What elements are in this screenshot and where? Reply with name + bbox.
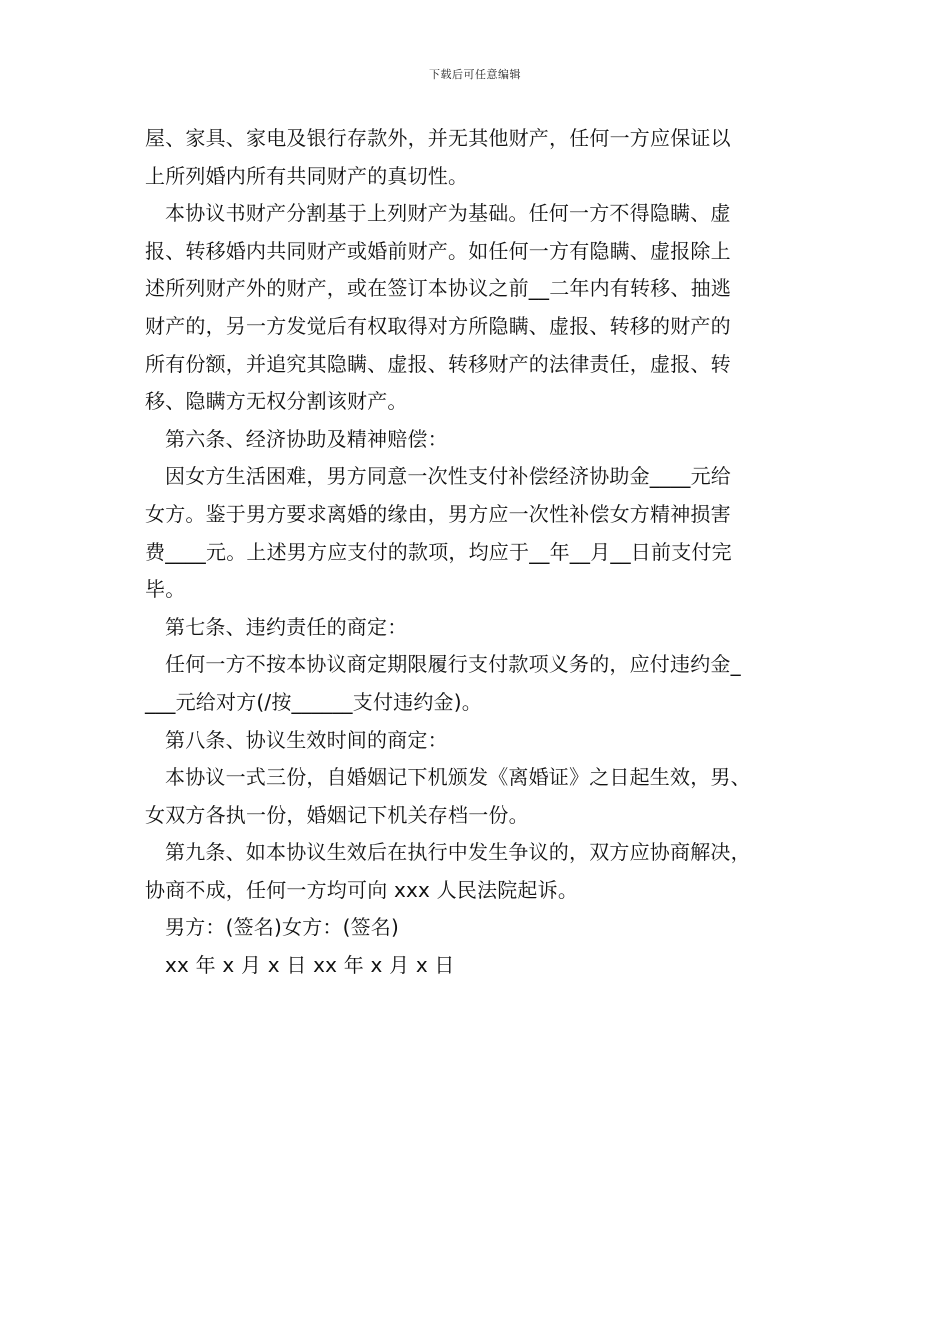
text-line: 所有份额，并追究其隐瞒、虚报、转移财产的法律责任，虚报、转 <box>145 351 731 376</box>
text-line: 女双方各执一份，婚姻记下机关存档一份。 <box>145 802 529 827</box>
text-line: 财产的，另一方发觉后有权取得对方所隐瞒、虚报、转移的财产的 <box>145 313 731 338</box>
document-body <box>145 120 813 985</box>
text-line: 移、隐瞒方无权分割该财产。 <box>145 389 408 414</box>
article-heading: 第六条、经济协助及精神赔偿： <box>165 426 448 451</box>
text-line: 本协议书财产分割基于上列财产为基础。任何一方不得隐瞒、虚 <box>165 201 731 226</box>
text-line: 协商不成，任何一方均可向 xxx 人民法院起诉。 <box>145 877 579 902</box>
text-line: 上所列婚内所有共同财产的真切性。 <box>145 163 469 188</box>
text-line: 述所列财产外的财产，或在签订本协议之前__二年内有转移、抽逃 <box>145 276 731 301</box>
text-line: 屋、家具、家电及银行存款外，并无其他财产，任何一方应保证以 <box>145 126 731 150</box>
article-heading: 第八条、协议生效时间的商定： <box>165 727 448 752</box>
text-line: 报、转移婚内共同财产或婚前财产。如任何一方有隐瞒、虚报除上 <box>145 238 731 263</box>
text-line: 毕。 <box>145 577 186 602</box>
text-line: 第九条、如本协议生效后在执行中发生争议的，双方应协商解决， <box>165 840 751 865</box>
text-line: 本协议一式三份，自婚姻记下机颁发《离婚证》之日起生效，男、 <box>165 765 751 790</box>
page-header: 下载后可任意编辑 <box>429 68 521 81</box>
text-line: ___元给对方(/按______支付违约金)。 <box>145 689 482 714</box>
text-line: 女方。鉴于男方要求离婚的缘由，男方应一次性补偿女方精神损害 <box>145 501 731 526</box>
text-line: 因女方生活困难，男方同意一次性支付补偿经济协助金____元给 <box>165 464 731 489</box>
text-line: 任何一方不按本协议商定期限履行支付款项义务的，应付违约金_ <box>165 652 741 677</box>
signature-line: 男方：(签名)女方：(签名) <box>165 915 400 940</box>
text-line: 费____元。上述男方应支付的款项，均应于__年__月__日前支付完 <box>145 539 732 564</box>
date-line: xx 年 x 月 x 日 xx 年 x 月 x 日 <box>165 953 455 978</box>
article-heading: 第七条、违约责任的商定： <box>165 614 408 639</box>
